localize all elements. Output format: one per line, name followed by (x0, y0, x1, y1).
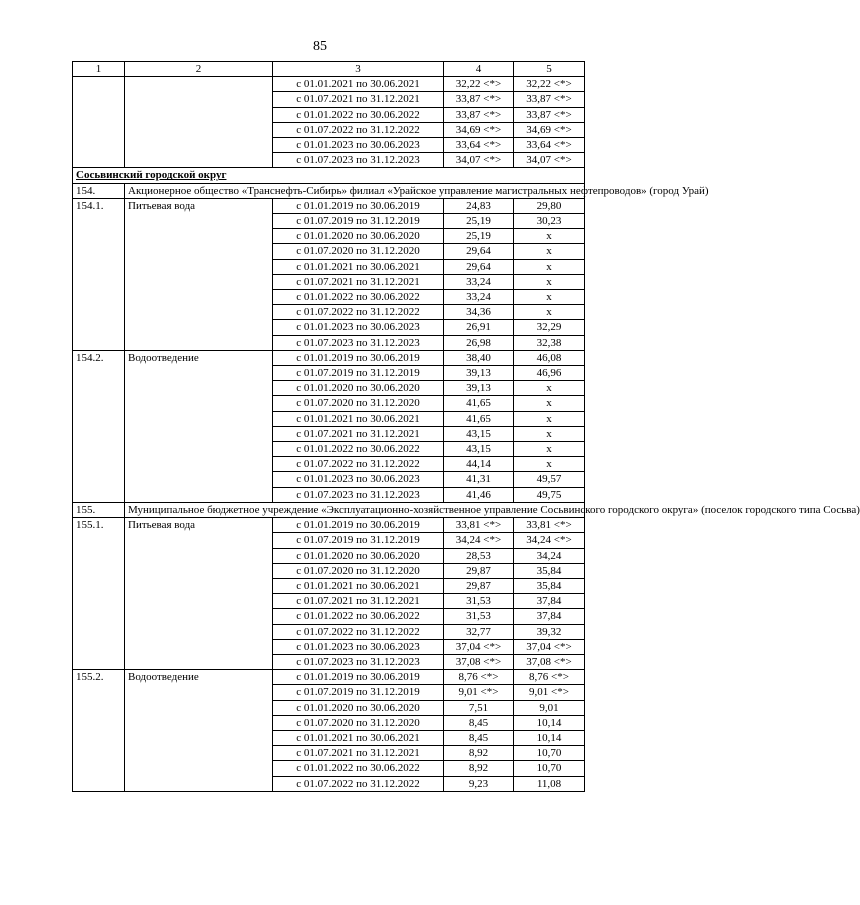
tariff-value-col4: 25,19 (444, 214, 514, 229)
tariff-value-col4: 43,15 (444, 426, 514, 441)
tariff-value-col4: 24,83 (444, 198, 514, 213)
tariff-value-col5: 46,08 (514, 350, 585, 365)
tariff-value-col5: 37,84 (514, 594, 585, 609)
period-cell: с 01.07.2021 по 31.12.2021 (273, 274, 444, 289)
tariff-value-col4: 33,87 <*> (444, 107, 514, 122)
organization-name: Акционерное общество «Транснефть-Сибирь» филиал «Урайское управление магистральных нефтепроводов» (город Урай) (125, 183, 585, 198)
item-name-cell (125, 77, 273, 168)
organization-row (73, 502, 585, 517)
tariff-value-col4: 37,08 <*> (444, 654, 514, 669)
period-cell: с 01.01.2019 по 30.06.2019 (273, 518, 444, 533)
organization-number: 155. (73, 502, 125, 517)
tariff-value-col5: 35,84 (514, 563, 585, 578)
tariff-value-col4: 8,76 <*> (444, 670, 514, 685)
period-cell: с 01.07.2019 по 31.12.2019 (273, 685, 444, 700)
tariff-value-col5: 33,64 <*> (514, 138, 585, 153)
service-number: 154.2. (73, 350, 125, 502)
tariff-value-col4: 43,15 (444, 442, 514, 457)
district-row (73, 168, 585, 183)
tariff-value-col4: 8,45 (444, 715, 514, 730)
tariff-value-col4: 33,64 <*> (444, 138, 514, 153)
header-row (73, 62, 585, 77)
period-cell: с 01.01.2023 по 30.06.2023 (273, 138, 444, 153)
tariff-value-col5: 37,08 <*> (514, 654, 585, 669)
column-header-4: 4 (444, 62, 514, 77)
tariff-value-col5: 9,01 (514, 700, 585, 715)
period-cell: с 01.01.2020 по 30.06.2020 (273, 229, 444, 244)
period-cell: с 01.01.2021 по 30.06.2021 (273, 578, 444, 593)
period-cell: с 01.01.2023 по 30.06.2023 (273, 472, 444, 487)
page-number: 85 (313, 39, 327, 54)
tariff-value-col4: 25,19 (444, 229, 514, 244)
period-cell: с 01.07.2021 по 31.12.2021 (273, 426, 444, 441)
period-cell: с 01.01.2023 по 30.06.2023 (273, 320, 444, 335)
tariff-value-col5: 29,80 (514, 198, 585, 213)
tariff-value-col4: 8,92 (444, 761, 514, 776)
period-cell: с 01.01.2020 по 30.06.2020 (273, 548, 444, 563)
period-cell: с 01.07.2022 по 31.12.2022 (273, 624, 444, 639)
column-header-5: 5 (514, 62, 585, 77)
period-cell: с 01.01.2020 по 30.06.2020 (273, 381, 444, 396)
tariff-value-col5: x (514, 290, 585, 305)
period-cell: с 01.07.2020 по 31.12.2020 (273, 244, 444, 259)
service-number: 154.1. (73, 198, 125, 350)
tariff-value-col5: 33,87 <*> (514, 107, 585, 122)
tariff-value-col5: x (514, 305, 585, 320)
tariff-value-col5: x (514, 396, 585, 411)
district-title: Сосьвинский городской округ (73, 168, 585, 183)
period-cell: с 01.01.2023 по 30.06.2023 (273, 639, 444, 654)
period-cell: с 01.07.2019 по 31.12.2019 (273, 533, 444, 548)
tariff-value-col4: 29,87 (444, 563, 514, 578)
service-name: Питьевая вода (125, 518, 273, 670)
period-cell: с 01.01.2021 по 30.06.2021 (273, 411, 444, 426)
period-cell: с 01.01.2019 по 30.06.2019 (273, 198, 444, 213)
tariff-value-col4: 41,46 (444, 487, 514, 502)
column-header-2: 2 (125, 62, 273, 77)
tariff-value-col5: 32,38 (514, 335, 585, 350)
organization-name: Муниципальное бюджетное учреждение «Эксплуатационно-хозяйственное управление Сосьвинского городского округа» (поселок городского типа Сосьва) (125, 502, 585, 517)
tariff-value-col5: 46,96 (514, 366, 585, 381)
tariff-value-col4: 41,31 (444, 472, 514, 487)
tariff-value-col5: 30,23 (514, 214, 585, 229)
tariff-value-col5: 10,14 (514, 715, 585, 730)
period-cell: с 01.07.2021 по 31.12.2021 (273, 594, 444, 609)
tariff-value-col5: 34,07 <*> (514, 153, 585, 168)
period-cell: с 01.01.2022 по 30.06.2022 (273, 442, 444, 457)
tariff-value-col4: 34,07 <*> (444, 153, 514, 168)
service-name: Питьевая вода (125, 198, 273, 350)
tariff-value-col4: 34,36 (444, 305, 514, 320)
tariff-value-col4: 26,91 (444, 320, 514, 335)
period-cell: с 01.07.2020 по 31.12.2020 (273, 563, 444, 578)
table-row (73, 77, 585, 92)
tariff-value-col5: 37,84 (514, 609, 585, 624)
period-cell: с 01.07.2023 по 31.12.2023 (273, 153, 444, 168)
tariff-value-col4: 39,13 (444, 366, 514, 381)
period-cell: с 01.07.2021 по 31.12.2021 (273, 746, 444, 761)
period-cell: с 01.07.2023 по 31.12.2023 (273, 487, 444, 502)
tariff-value-col4: 26,98 (444, 335, 514, 350)
tariff-value-col5: 35,84 (514, 578, 585, 593)
service-name: Водоотведение (125, 350, 273, 502)
tariff-value-col5: 32,22 <*> (514, 77, 585, 92)
tariff-value-col5: x (514, 426, 585, 441)
tariff-value-col4: 41,65 (444, 411, 514, 426)
period-cell: с 01.01.2019 по 30.06.2019 (273, 350, 444, 365)
tariff-value-col4: 8,45 (444, 730, 514, 745)
tariff-value-col4: 39,13 (444, 381, 514, 396)
organization-number: 154. (73, 183, 125, 198)
period-cell: с 01.01.2022 по 30.06.2022 (273, 107, 444, 122)
tariff-value-col4: 9,01 <*> (444, 685, 514, 700)
tariff-value-col5: 34,24 <*> (514, 533, 585, 548)
period-cell: с 01.07.2022 по 31.12.2022 (273, 457, 444, 472)
column-header-3: 3 (273, 62, 444, 77)
table-row (73, 198, 585, 213)
tariff-value-col4: 34,24 <*> (444, 533, 514, 548)
period-cell: с 01.01.2021 по 30.06.2021 (273, 77, 444, 92)
tariff-value-col5: 10,70 (514, 761, 585, 776)
period-cell: с 01.07.2021 по 31.12.2021 (273, 92, 444, 107)
tariff-value-col5: 39,32 (514, 624, 585, 639)
tariff-value-col5: 34,24 (514, 548, 585, 563)
organization-row (73, 183, 585, 198)
period-cell: с 01.07.2023 по 31.12.2023 (273, 335, 444, 350)
period-cell: с 01.01.2020 по 30.06.2020 (273, 700, 444, 715)
period-cell: с 01.01.2019 по 30.06.2019 (273, 670, 444, 685)
tariff-value-col5: 34,69 <*> (514, 122, 585, 137)
tariff-value-col4: 41,65 (444, 396, 514, 411)
tariff-value-col5: x (514, 244, 585, 259)
period-cell: с 01.07.2019 по 31.12.2019 (273, 214, 444, 229)
period-cell: с 01.01.2022 по 30.06.2022 (273, 290, 444, 305)
period-cell: с 01.01.2022 по 30.06.2022 (273, 609, 444, 624)
tariff-value-col5: 9,01 <*> (514, 685, 585, 700)
period-cell: с 01.01.2021 по 30.06.2021 (273, 259, 444, 274)
period-cell: с 01.07.2022 по 31.12.2022 (273, 776, 444, 791)
tariff-value-col4: 29,87 (444, 578, 514, 593)
tariff-value-col5: x (514, 259, 585, 274)
period-cell: с 01.07.2023 по 31.12.2023 (273, 654, 444, 669)
tariff-value-col5: 32,29 (514, 320, 585, 335)
tariff-value-col5: 33,87 <*> (514, 92, 585, 107)
service-number: 155.2. (73, 670, 125, 792)
period-cell: с 01.07.2020 по 31.12.2020 (273, 715, 444, 730)
tariff-value-col4: 34,69 <*> (444, 122, 514, 137)
tariff-value-col5: x (514, 381, 585, 396)
service-number: 155.1. (73, 518, 125, 670)
tariff-value-col5: 37,04 <*> (514, 639, 585, 654)
tariff-value-col5: x (514, 274, 585, 289)
tariff-value-col4: 33,81 <*> (444, 518, 514, 533)
table-row (73, 350, 585, 365)
item-number-cell (73, 77, 125, 168)
tariff-value-col5: 33,81 <*> (514, 518, 585, 533)
tariff-value-col5: 8,76 <*> (514, 670, 585, 685)
tariff-value-col4: 29,64 (444, 259, 514, 274)
tariff-value-col4: 7,51 (444, 700, 514, 715)
tariff-value-col4: 37,04 <*> (444, 639, 514, 654)
table-row (73, 518, 585, 533)
tariff-value-col5: 49,57 (514, 472, 585, 487)
tariff-value-col4: 32,22 <*> (444, 77, 514, 92)
tariff-value-col4: 31,53 (444, 594, 514, 609)
tariff-value-col5: 10,70 (514, 746, 585, 761)
tariff-value-col5: x (514, 457, 585, 472)
tariff-table (72, 61, 860, 792)
tariff-value-col4: 33,87 <*> (444, 92, 514, 107)
tariff-value-col4: 8,92 (444, 746, 514, 761)
tariff-value-col4: 9,23 (444, 776, 514, 791)
tariff-value-col5: 49,75 (514, 487, 585, 502)
period-cell: с 01.07.2020 по 31.12.2020 (273, 396, 444, 411)
tariff-value-col4: 31,53 (444, 609, 514, 624)
column-header-1: 1 (73, 62, 125, 77)
tariff-value-col4: 29,64 (444, 244, 514, 259)
table-row (73, 670, 585, 685)
service-name: Водоотведение (125, 670, 273, 792)
period-cell: с 01.01.2021 по 30.06.2021 (273, 730, 444, 745)
period-cell: с 01.07.2019 по 31.12.2019 (273, 366, 444, 381)
tariff-value-col4: 44,14 (444, 457, 514, 472)
tariff-value-col4: 32,77 (444, 624, 514, 639)
period-cell: с 01.07.2022 по 31.12.2022 (273, 305, 444, 320)
tariff-value-col5: x (514, 411, 585, 426)
period-cell: с 01.01.2022 по 30.06.2022 (273, 761, 444, 776)
tariff-value-col4: 38,40 (444, 350, 514, 365)
tariff-value-col5: x (514, 442, 585, 457)
tariff-table-body (73, 62, 860, 792)
tariff-value-col5: x (514, 229, 585, 244)
period-cell: с 01.07.2022 по 31.12.2022 (273, 122, 444, 137)
tariff-value-col5: 11,08 (514, 776, 585, 791)
tariff-value-col4: 33,24 (444, 274, 514, 289)
tariff-value-col4: 33,24 (444, 290, 514, 305)
tariff-value-col4: 28,53 (444, 548, 514, 563)
tariff-value-col5: 10,14 (514, 730, 585, 745)
